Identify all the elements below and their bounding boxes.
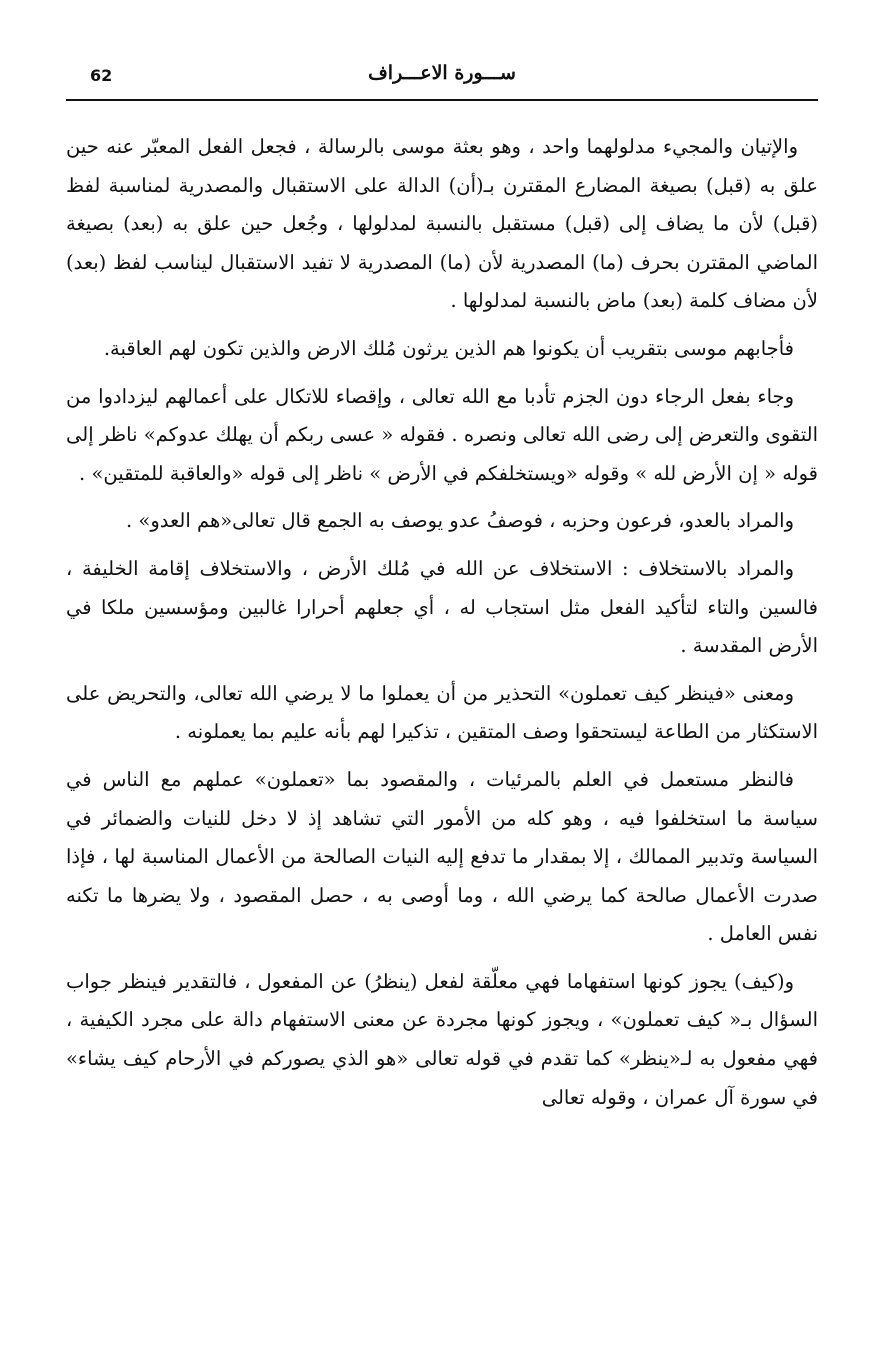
page-number: 62 [90, 66, 113, 85]
paragraph: فأجابهم موسى بتقريب أن يكونوا هم الذين يرثون مُلك الارض والذين تكون لهم العاقبة. [103, 336, 794, 360]
paragraph: ومعنى «فينظر كيف تعملون» التحذير من أن يعملوا ما لا يرضي الله تعالى، والتحريض على الاستكثار من الطاعة ليستحقوا وصف المتقين ، تذكيرا لهم بأنه عليم بما يعملونه . [66, 681, 818, 744]
paragraph: والمراد بالاستخلاف : الاستخلاف عن الله في مُلك الأرض ، والاستخلاف إقامة الخليفة ، فالسين والتاء لتأكيد الفعل مثل استجاب له ، أي جعلهم أحرارا غالبين ومؤسسين ملكا في الأرض المقدسة . [66, 556, 818, 658]
header-rule [66, 99, 818, 101]
paragraph: والمراد بالعدو، فرعون وحزبه ، فوصفُ عدو يوصف به الجمع قال تعالى«هم العدو» . [126, 509, 794, 533]
paragraph: والإتيان والمجيء مدلولهما واحد ، وهو بعثة موسى بالرسالة ، فجعل الفعل المعبّر عنه حين علق به (قبل) بصيغة المضارع المقترن بـ(أن) الدالة على الاستقبال والمصدرية لمناسبة لفظ (قبل) لأن ما يضاف إلى (قبل) مستقبل بالنسبة لمدلولها ، وجُعل حين علق به (بعد) بصيغة الماضي المقترن بحرف (ما) المصدرية لأن (ما) المصدرية لا تفيد الاستقبال ليناسب لفظ (بعد) لأن مضاف كلمة (بعد) ماض بالنسبة لمدلولها . [66, 135, 818, 313]
running-title: ســـورة الاعـــراف [368, 62, 516, 84]
paragraph: وجاء بفعل الرجاء دون الجزم تأدبا مع الله تعالى ، وإقصاء للاتكال على أعمالهم ليزدادوا من التقوى والتعرض إلى رضى الله تعالى ونصره . فقوله « عسى ربكم أن يهلك عدوكم» ناظر إلى قوله « إن الأرض لله » وقوله «ويستخلفكم في الأرض » ناظر إلى قوله «والعاقبة للمتقين» . [66, 384, 818, 485]
paragraph: و(كيف) يجوز كونها استفهاما فهي معلّقة لفعل (ينظرُ) عن المفعول ، فالتقدير فينظر جواب السؤال بـ« كيف تعملون» ، ويجوز كونها مجردة عن معنى الاستفهام دالة على مجرد الكيفية ، فهي مفعول به لـ«ينظر» كما تقدم في قوله تعالى «هو الذي يصوركم في الأرحام كيف يشاء» في سورة آل عمران ، وقوله تعالى [66, 969, 818, 1109]
paragraph: فالنظر مستعمل في العلم بالمرئيات ، والمقصود بما «تعملون» عملهم مع الناس في سياسة ما استخلفوا فيه ، وهو كله من الأمور التي تشاهد إذ لا دخل للنيات والضمائر في السياسة وتدبير الممالك ، إلا بمقدار ما تدفع إليه النيات الصالحة من الأعمال المناسبة لها ، فإذا صدرت الأعمال صالحة كما يرضي الله ، وما أوصى به ، حصل المقصود ، ولا يضرها ما تكنه نفس العامل . [66, 767, 818, 946]
body-text [66, 128, 818, 1126]
page-header [66, 62, 818, 98]
